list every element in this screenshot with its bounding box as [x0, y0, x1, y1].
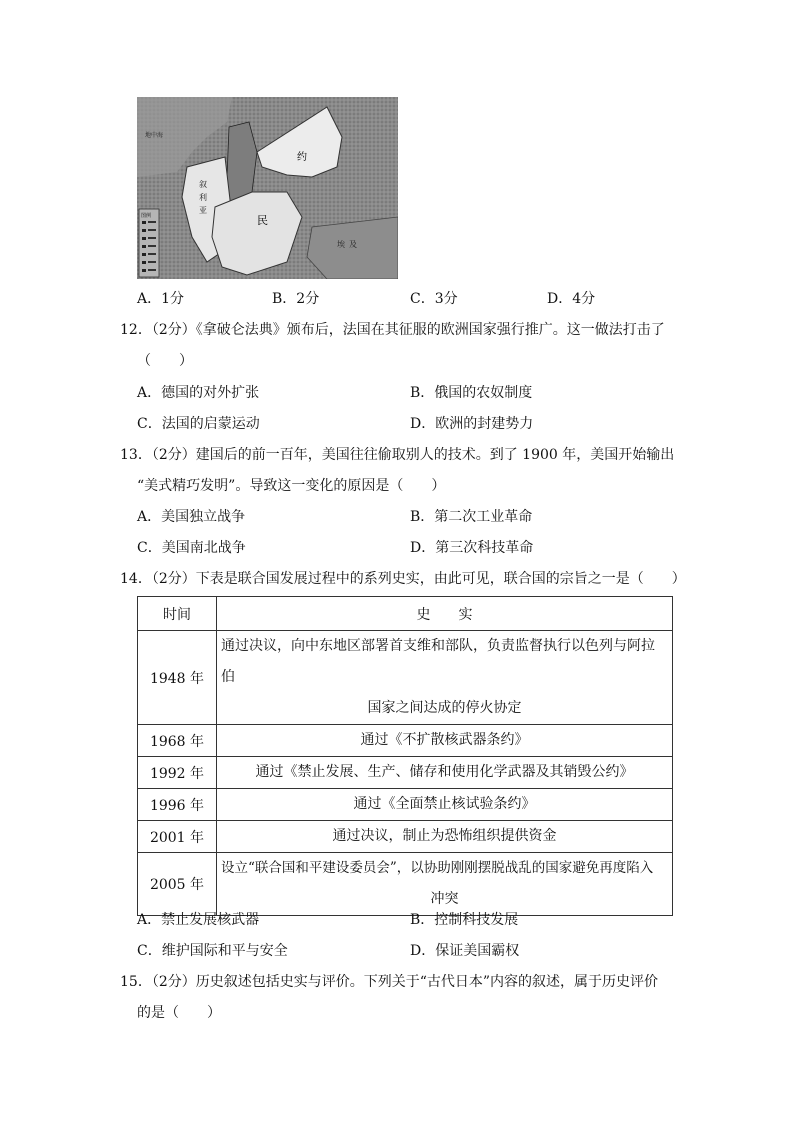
map-label-3: 亚: [199, 206, 207, 215]
q12-option-d[interactable]: D．欧洲的封建势力: [410, 416, 534, 432]
q11-option-b[interactable]: B．2分: [272, 291, 320, 307]
map-label-min: 民: [257, 214, 268, 227]
map-label-1: 叙: [199, 180, 207, 189]
row-fact: 通过《禁止发展、生产、储存和使用化学武器及其销毁公约》: [217, 757, 673, 789]
map-label-5: 及: [349, 240, 357, 249]
row-year: 2001 年: [138, 821, 217, 853]
q11-option-d[interactable]: D．4分: [547, 291, 596, 307]
map-legend-title: 图例: [141, 213, 152, 219]
row-fact-line2: 国家之间达成的停火协定: [367, 700, 522, 716]
row-fact-line1: 通过决议，向中东地区部署首支维和部队，负责监督执行以色列与阿拉伯: [221, 638, 655, 685]
q13-option-d[interactable]: D．第三次科技革命: [410, 540, 534, 556]
table-row: [138, 821, 673, 853]
q12-stem-line2: （ ）: [137, 353, 193, 369]
q14-option-d[interactable]: D．保证美国霸权: [410, 943, 520, 959]
q11-option-c[interactable]: C．3分: [410, 291, 458, 307]
q13-option-a[interactable]: A．美国独立战争: [137, 509, 246, 525]
row-fact-line2: 冲突: [430, 891, 459, 907]
q11-option-a[interactable]: A．1分: [137, 291, 185, 307]
q15-stem-line1: 15．（2分）历史叙述包括史实与评价。下列关于“古代日本”内容的叙述，属于历史评价: [120, 974, 659, 990]
q13-option-c[interactable]: C．美国南北战争: [137, 540, 246, 556]
row-year: 1968 年: [138, 725, 217, 757]
q14-option-c[interactable]: C．维护国际和平与安全: [137, 943, 288, 959]
header-time: 时间: [138, 597, 217, 631]
q13-stem-line1: 13．（2分）建国后的前一百年，美国往往偷取别人的技术。到了 1900 年，美国开始输出: [120, 447, 675, 463]
row-year: 2005 年: [138, 853, 217, 916]
q14-option-b[interactable]: B．控制科技发展: [410, 912, 519, 928]
q14-option-a[interactable]: A．禁止发展核武器: [137, 912, 260, 928]
q15-stem-line2: 的是（ ）: [137, 1005, 221, 1021]
historical-map-image: [137, 97, 398, 279]
row-fact-line1: 设立“联合国和平建设委员会”，以协助刚刚摆脱战乱的国家避免再度陷入: [221, 860, 654, 876]
q12-option-c[interactable]: C．法国的启蒙运动: [137, 416, 260, 432]
q12-option-a[interactable]: A．德国的对外扩张: [137, 385, 260, 401]
map-label-4: 埃: [337, 240, 345, 249]
row-fact: 通过《全面禁止核试验条约》: [217, 789, 673, 821]
header-fact: 史 实: [217, 597, 673, 631]
map-label-2: 利: [199, 193, 207, 202]
map-label-jordan: 约: [297, 152, 307, 163]
map-drawing: [137, 97, 398, 279]
table-row: [138, 725, 673, 757]
history-facts-table: [137, 596, 673, 916]
row-year: 1996 年: [138, 789, 217, 821]
row-fact: 通过决议，制止为恐怖组织提供资金: [217, 821, 673, 853]
q12-option-b[interactable]: B．俄国的农奴制度: [410, 385, 533, 401]
table-row: [138, 631, 673, 725]
q13-stem-line2: “美式精巧发明”。导致这一变化的原因是（ ）: [137, 478, 446, 494]
table-row: [138, 757, 673, 789]
row-fact: [217, 853, 673, 916]
row-fact: [217, 631, 673, 725]
row-year: 1948 年: [138, 631, 217, 725]
table-row: [138, 789, 673, 821]
table-header-row: [138, 597, 673, 631]
table-row: [138, 853, 673, 916]
row-fact: 通过《不扩散核武器条约》: [217, 725, 673, 757]
map-label-sea: 地中海: [145, 132, 164, 139]
q14-stem: 14．（2分）下表是联合国发展过程中的系列史实，由此可见，联合国的宗旨之一是（ ）: [120, 571, 686, 587]
q12-stem-line1: 12．（2分）《拿破仑法典》颁布后，法国在其征服的欧洲国家强行推广。这一做法打击了: [120, 322, 665, 338]
q13-option-b[interactable]: B．第二次工业革命: [410, 509, 533, 525]
row-year: 1992 年: [138, 757, 217, 789]
